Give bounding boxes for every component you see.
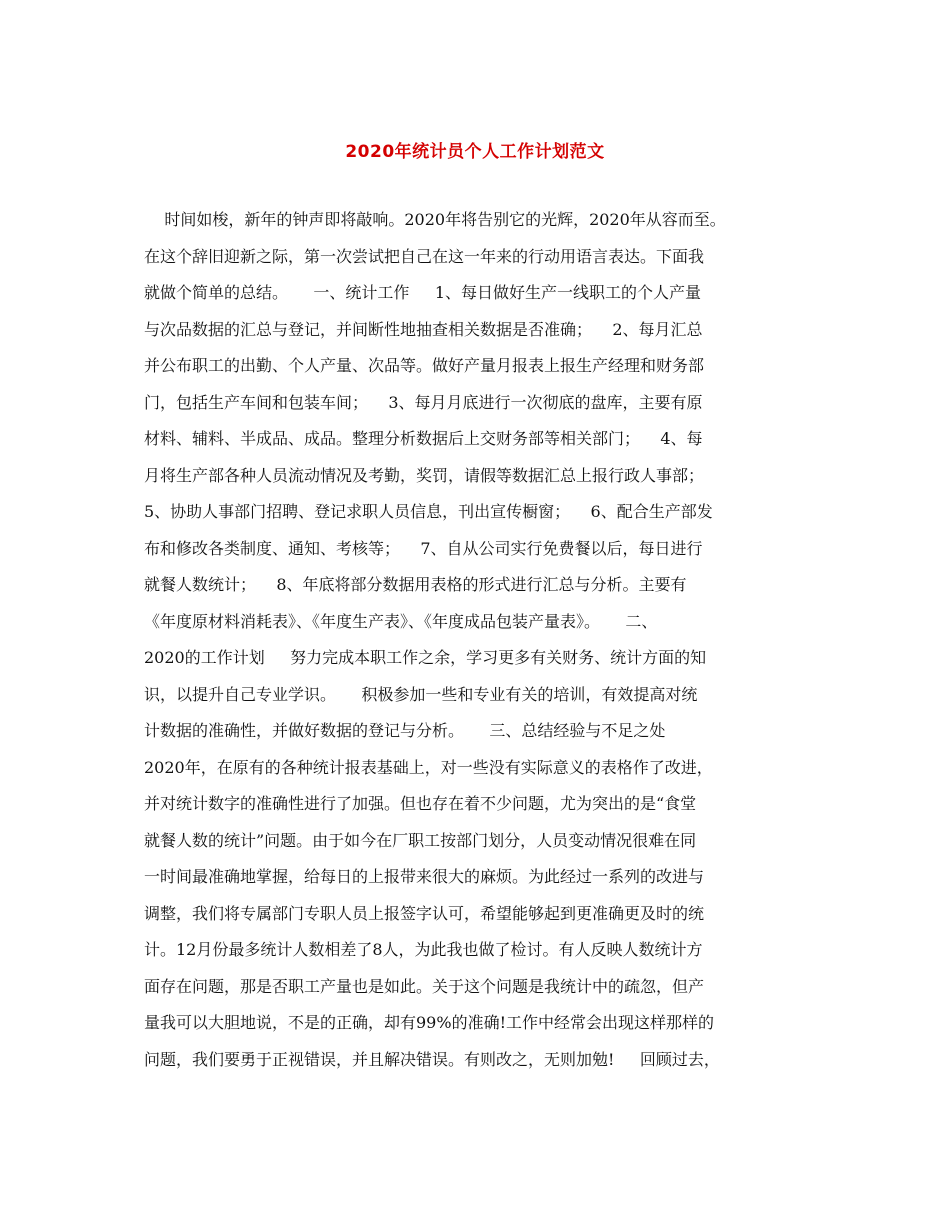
body-line: 就餐人数统计； 8、年底将部分数据用表格的形式进行汇总与分析。主要有 xyxy=(144,575,687,594)
body-line: 计数据的准确性，并做好数据的登记与分析。 三、总结经验与不足之处 xyxy=(144,721,666,740)
body-line: 5、协助人事部门招聘、登记求职人员信息，刊出宣传橱窗； 6、配合生产部发 xyxy=(144,502,713,521)
body-line: 识，以提升自己专业学识。 积极参加一些和专业有关的培训，有效提高对统 xyxy=(144,684,698,704)
body-line: 2020的工作计划 努力完成本职工作之余，学习更多有关财务、统计方面的知 xyxy=(144,648,707,667)
body-line: 时间如梭，新年的钟声即将敲响。2020年将告别它的光辉，2020年从容而至。 xyxy=(144,210,726,229)
body-line: 并公布职工的出勤、个人产量、次品等。做好产量月报表上报生产经理和财务部 xyxy=(144,356,705,375)
body-line: 2020年，在原有的各种统计报表基础上，对一些没有实际意义的表格作了改进， xyxy=(144,757,713,777)
body-line: 调整，我们将专属部门专职人员上报签字认可，希望能够起到更准确更及时的统 xyxy=(144,903,705,923)
body-line: 门，包括生产车间和包装车间； 3、每月月底进行一次彻底的盘库，主要有原 xyxy=(144,392,703,412)
body-line: 问题，我们要勇于正视错误，并且解决错误。有则改之，无则加勉! 回顾过去， xyxy=(144,1049,720,1069)
body-line: 就餐人数的统计”问题。由于如今在厂职工按部门划分，人员变动情况很难在同 xyxy=(144,830,697,850)
body-line: 与次品数据的汇总与登记，并间断性地抽查相关数据是否准确； 2、每月汇总 xyxy=(144,319,703,339)
body-line: 《年度原材料消耗表》、《年度生产表》、《年度成品包装产量表》。 二、 xyxy=(144,611,658,631)
body-line: 面存在问题，那是否职工产量也是如此。关于这个问题是我统计中的疏忽，但产 xyxy=(144,976,705,996)
body-line: 计。12月份最多统计人数相差了8人，为此我也做了检讨。有人反映人数统计方 xyxy=(144,940,703,959)
body-line: 月将生产部各种人员流动情况及考勤，奖罚，请假等数据汇总上报行政人事部； xyxy=(144,465,705,485)
body-line: 材料、辅料、半成品、成品。整理分析数据后上交财务部等相关部门； 4、每 xyxy=(144,429,703,448)
body-line: 布和修改各类制度、通知、考核等； 7、自从公司实行免费餐以后，每日进行 xyxy=(144,538,703,558)
document-body xyxy=(144,202,814,1078)
body-line: 就做个简单的总结。 一、统计工作 1、每日做好生产一线职工的个人产量 xyxy=(144,283,702,302)
body-line: 一时间最准确地掌握，给每日的上报带来很大的麻烦。为此经过一系列的改进与 xyxy=(144,867,705,886)
body-line: 量我可以大胆地说，不是的正确，却有99%的准确!工作中经常会出现这样那样的 xyxy=(144,1013,714,1032)
document-title: 2020年统计员个人工作计划范文 xyxy=(345,142,605,162)
body-line: 在这个辞旧迎新之际，第一次尝试把自己在这一年来的行动用语言表达。下面我 xyxy=(144,246,705,266)
body-line: 并对统计数字的准确性进行了加强。但也存在着不少问题，尤为突出的是“食堂 xyxy=(144,794,697,813)
